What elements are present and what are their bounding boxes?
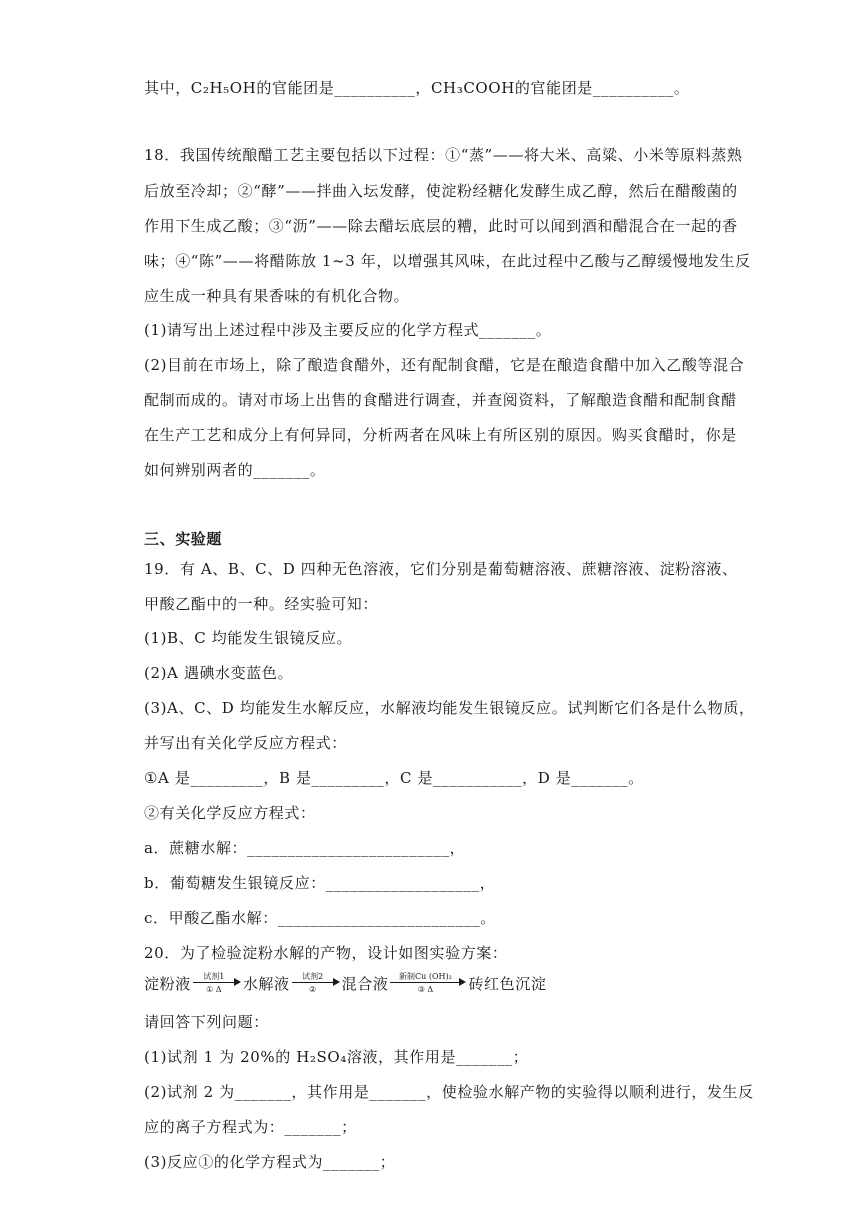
q19-text-line-1: 19．有 A、B、C、D 四种无色溶液，它们分别是葡萄糖溶液、蔗糖溶液、淀粉溶液、 xyxy=(144,560,738,578)
q19-equation-b: b．葡萄糖发生银镜反应：___________________， xyxy=(144,874,496,892)
q18-subquestion-2-line-4: 如何辨别两者的_______。 xyxy=(144,461,326,479)
q20-prompt: 请回答下列问题： xyxy=(144,1013,269,1031)
q18-subquestion-2-line-1: (2)目前在市场上，除了酿造食醋外，还有配制食醋，它是在酿造食醋中加入乙酸等混合 xyxy=(144,356,745,374)
q20-subquestion-2-line-2: 应的离子方程式为：_______； xyxy=(144,1118,357,1136)
q20-text: 20．为了检验淀粉水解的产物，设计如图实验方案： xyxy=(144,944,508,962)
arrow-3-reagent: 新制Cu (OH)₂ xyxy=(399,972,452,981)
reaction-arrow-3 xyxy=(390,971,466,995)
q18-subquestion-2-line-2: 配制而成的。请对市场上出售的食醋进行调查，并查阅资料，了解酿造食醋和配制食醋 xyxy=(144,391,737,409)
experiment-flow-diagram xyxy=(144,971,546,995)
q20-subquestion-2-line-1: (2)试剂 2 为_______，其作用是_______，使检验水解产物的实验得以顺利进行，发生反 xyxy=(144,1083,754,1101)
q18-subquestion-1: (1)请写出上述过程中涉及主要反应的化学方程式_______。 xyxy=(144,321,552,339)
arrow-3-condition: ③ Δ xyxy=(417,985,434,994)
q18-text-line-5: 应生成一种具有果香味的有机化合物。 xyxy=(144,287,410,305)
arrow-1-condition: ① Δ xyxy=(206,985,222,994)
q19-equation-c: c．甲酸乙酯水解：_________________________。 xyxy=(144,909,496,927)
section-heading: 三、实验题 xyxy=(144,530,223,548)
q19-fact-3-line-1: (3)A、C、D 均能发生水解反应，水解液均能发生银镜反应。试判断它们各是什么物质， xyxy=(144,699,755,717)
reaction-arrow-1 xyxy=(193,971,241,995)
q18-text-line-3: 作用下生成乙酸；③“沥”——除去醋坛底层的糟，此时可以闻到酒和醋混合在一起的香 xyxy=(144,217,738,235)
flow-node-hydrolysate: 水解液 xyxy=(242,974,290,993)
arrow-1-reagent: 试剂1 xyxy=(203,972,225,981)
q19-answer-blanks: ①A 是_________，B 是_________，C 是___________，D 是_______。 xyxy=(144,769,644,787)
flow-node-mixture: 混合液 xyxy=(341,974,389,993)
reaction-arrow-2 xyxy=(292,971,340,995)
q19-equations-heading: ②有关化学反应方程式： xyxy=(144,804,316,822)
q20-subquestion-1: (1)试剂 1 为 20%的 H₂SO₄溶液，其作用是_______； xyxy=(144,1048,529,1066)
q20-subquestion-3: (3)反应①的化学方程式为_______； xyxy=(144,1153,396,1171)
q18-text-line-2: 后放至冷却；②“酵”——拌曲入坛发酵，使淀粉经糖化发酵生成乙醇，然后在醋酸菌的 xyxy=(144,182,738,200)
q18-text-line-4: 味；④“陈”——将醋陈放 1~3 年，以增强其风味，在此过程中乙酸与乙醇缓慢地发生反 xyxy=(144,252,751,270)
q19-equation-a: a．蔗糖水解：_________________________， xyxy=(144,839,466,857)
q19-fact-1: (1)B、C 均能发生银镜反应。 xyxy=(144,629,353,647)
q19-fact-3-line-2: 并写出有关化学反应方程式： xyxy=(144,734,347,752)
q19-fact-2: (2)A 遇碘水变蓝色。 xyxy=(144,664,294,682)
q18-text-line-1: 18．我国传统酿醋工艺主要包括以下过程：①“蒸”——将大米、高粱、小米等原料蒸熟 xyxy=(144,146,743,164)
flow-node-starch: 淀粉液 xyxy=(144,974,191,993)
arrow-2-condition: ② xyxy=(309,985,317,994)
q18-subquestion-2-line-3: 在生产工艺和成分上有何异同，分析两者在风味上有所区别的原因。购买食醋时，你是 xyxy=(144,426,737,444)
arrow-2-reagent: 试剂2 xyxy=(302,972,324,981)
functional-group-question: 其中，C₂H₅OH的官能团是__________，CH₃COOH的官能团是__________。 xyxy=(144,79,690,97)
q19-text-line-2: 甲酸乙酯中的一种。经实验可知： xyxy=(144,595,379,613)
flow-node-precipitate: 砖红色沉淀 xyxy=(468,974,547,993)
